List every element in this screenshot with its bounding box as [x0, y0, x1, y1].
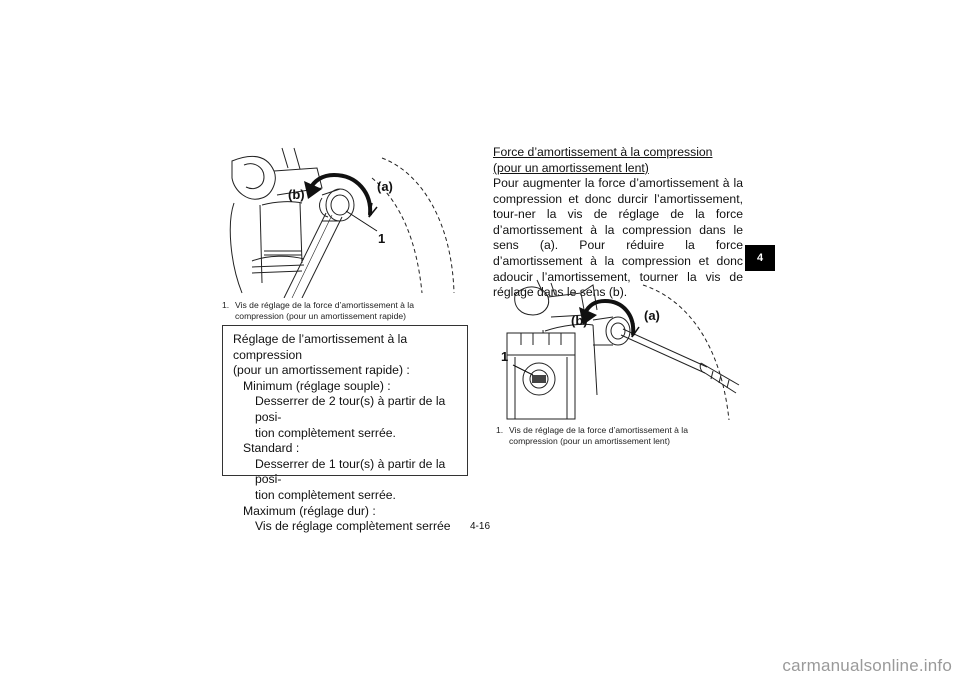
spec-maximum-line1: Vis de réglage complètement serrée: [255, 519, 451, 534]
section-title: Force d’amortissement à la compression (pour un amortissement lent): [493, 145, 713, 175]
caption2-number: 1.: [496, 425, 504, 435]
direction-b-label: (b): [288, 187, 305, 202]
watermark: carmanualsonline.info: [782, 656, 952, 675]
direction-b-label: (b): [571, 313, 588, 328]
screwdriver-adjust-drawing: [493, 275, 743, 423]
direction-a-label: (a): [644, 308, 660, 323]
callout-1-label: 1: [378, 231, 386, 246]
direction-a-label: (a): [377, 179, 393, 194]
illustration2-caption: [496, 425, 746, 446]
screwdriver-adjust-illustration: [493, 275, 743, 423]
spec-title-line2: (pour un amortissement rapide) :: [233, 363, 410, 378]
caption1-line1: Vis de réglage de la force d’amortissement à la: [235, 300, 414, 310]
wrench-adjust-illustration: [222, 143, 468, 298]
callout-1-label: 1: [501, 349, 509, 364]
caption2-line1: Vis de réglage de la force d’amortissement à la: [509, 425, 688, 435]
spec-standard-line2: tion complètement serrée.: [255, 487, 396, 502]
chapter-tab: 4: [745, 245, 775, 271]
spec-standard-line1: Desserrer de 1 tour(s) à partir de la posi-: [255, 456, 446, 487]
caption1-line2: compression (pour un amortissement rapide): [235, 310, 406, 321]
damping-spec-box: [222, 325, 468, 534]
caption1-number: 1.: [222, 300, 230, 310]
spec-minimum-line2: tion complètement serrée.: [255, 425, 396, 440]
illustration1-caption: [222, 300, 472, 321]
spec-minimum-line1: Desserrer de 2 tour(s) à partir de la posi-: [255, 394, 446, 424]
page-number: 4-16: [469, 521, 490, 532]
wrench-adjust-drawing: [222, 143, 468, 298]
instruction-paragraph: Pour augmenter la force d’amortissement à la compression et donc durcir l’amortissement, tour-ner la vis de réglage de la force d’amortissement à la compression dans le sens (a). Pour réduire la force d’amortissement à la compression et donc adoucir l’amortissement, tourner la vis de réglage dans le sens (b).: [493, 176, 743, 300]
spec-minimum-label: Minimum (réglage souple) :: [243, 378, 391, 393]
spec-standard-label: Standard :: [243, 441, 300, 456]
spec-title-line1: Réglage de l’amortissement à la compression: [233, 332, 408, 362]
caption2-line2: compression (pour un amortissement lent): [509, 435, 670, 446]
spec-maximum-label: Maximum (réglage dur) :: [243, 503, 376, 518]
